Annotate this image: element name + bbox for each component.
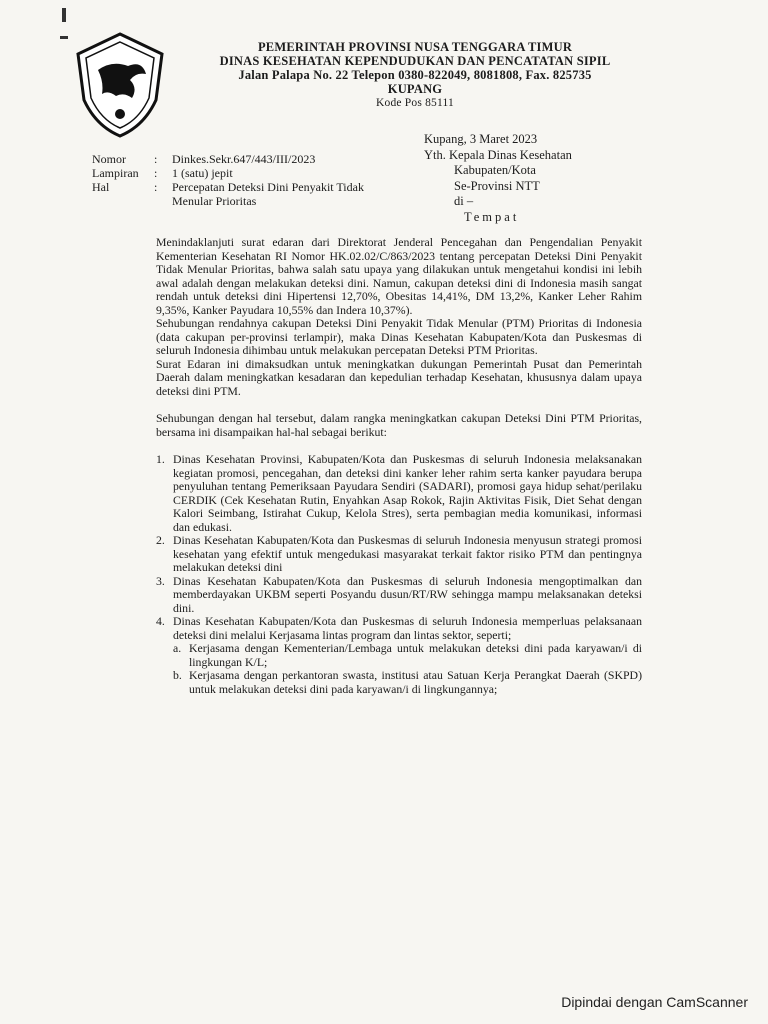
- meta-row-subject: [92, 180, 422, 208]
- list-item: 3. Dinas Kesehatan Kabupaten/Kota dan Puskesmas di seluruh Indonesia mengoptimalkan dan memberdayakan UKBM seperti Posyandu dusun/RT/RW sehingga mampu melaksanakan deteksi dini.: [156, 573, 642, 615]
- recipient-line: di –: [454, 194, 474, 208]
- recipient-place: Tempat: [464, 209, 520, 224]
- meta-label: Hal: [92, 180, 110, 194]
- recipient-block: [424, 132, 572, 225]
- list-item: 2. Dinas Kesehatan Kabupaten/Kota dan Puskesmas di seluruh Indonesia menyusun strategi promosi kesehatan yang efektif untuk mengedukasi masyarakat terkait faktor risiko PTM dan pentingnya melakukan deteksi dini: [156, 533, 642, 574]
- body-paragraph: Menindaklanjuti surat edaran dari Direktorat Jenderal Pencegahan dan Pengendalian Penyakit Kementerian Kesehatan RI Nomor HK.02.02/C/863/2023 tentang percepatan Deteksi Dini Penyakit Tidak Menular Prioritas, bahwa salah satu upaya yang dilakukan untuk mengetahui kondisi ini lebih awal adalah dengan melakukan deteksi dini. Namun, cakupan deteksi dini di Indonesia masih sangat rendah untuk deteksi dini Hipertensi 12,70%, Obesitas 14,41%, DM 13,2%, Kanker Leher Rahim 9,35%, Kanker Payudara 10,55% dan Indera 10,37%).: [156, 235, 642, 317]
- meta-value: 1 (satu) jepit: [172, 166, 233, 180]
- letterhead-city: KUPANG: [387, 82, 443, 96]
- recipient-title: Yth. Kepala Dinas Kesehatan: [424, 147, 572, 162]
- letter-date: Kupang, 3 Maret 2023: [424, 132, 538, 146]
- letterhead: [180, 40, 650, 110]
- scan-mark: [60, 36, 68, 39]
- recipient-line: Kabupaten/Kota: [454, 163, 536, 177]
- body-paragraph: Sehubungan dengan hal tersebut, dalam rangka meningkatkan cakupan Deteksi Dini PTM Prioritas, bersama ini disampaikan hal-hal sebagai berikut:: [156, 411, 642, 439]
- meta-label: Lampiran: [92, 166, 139, 180]
- letter-body: [156, 236, 642, 696]
- meta-value: Dinkes.Sekr.647/443/III/2023: [172, 152, 316, 166]
- instruction-list: [156, 453, 642, 696]
- body-paragraph: Surat Edaran ini dimaksudkan untuk meningkatkan dukungan Pemerintah Pusat dan Pemerintah Daerah dalam meningkatkan kesadaran dan kepedulian terhadap Kesehatan, khususnya dalam upaya deteksi dini PTM.: [156, 356, 642, 398]
- recipient-line: Se-Provinsi NTT: [454, 178, 540, 193]
- provincial-emblem: [72, 30, 168, 140]
- letter-meta: [92, 152, 422, 208]
- meta-separator: :: [154, 152, 158, 166]
- sub-list-item: a. Kerjasama dengan Kementerian/Lembaga untuk melakukan deteksi dini pada karyawan/i di lingkungan K/L;: [173, 641, 642, 669]
- meta-row-attachment: [92, 166, 422, 180]
- letterhead-government: PEMERINTAH PROVINSI NUSA TENGGARA TIMUR: [257, 40, 573, 54]
- meta-label: Nomor: [92, 152, 126, 166]
- sub-list: [173, 642, 642, 696]
- list-item: 4. Dinas Kesehatan Kabupaten/Kota dan Puskesmas di seluruh Indonesia memperluas pelaksanaan deteksi dini melalui Kerjasama lintas program dan lintas sektor, seperti; a. Kerjasama dengan Kementerian/Lembaga untuk melakukan deteksi dini pada karyawan/i di lingkungan K/L; b. Kerjasama dengan perkantoran swasta, institusi atau Satuan Kerja Perangkat Daerah (SKPD) untuk melakukan deteksi dini pada karyawan/i di lingkungannya;: [156, 614, 642, 696]
- meta-value: Percepatan Deteksi Dini Penyakit Tidak Menular Prioritas: [172, 180, 364, 208]
- meta-separator: :: [154, 180, 158, 194]
- letterhead-agency: DINAS KESEHATAN KEPENDUDUKAN DAN PENCATATAN SIPIL: [219, 54, 611, 68]
- camscanner-watermark: Dipindai dengan CamScanner: [561, 994, 748, 1010]
- body-paragraph: Sehubungan rendahnya cakupan Deteksi Dini Penyakit Tidak Menular (PTM) Prioritas di Indonesia (data cakupan per-provinsi terlampir), maka Dinas Kesehatan Kabupaten/Kota dan Puskesmas di seluruh Indonesia dihimbau untuk melakukan percepatan Deteksi PTM Prioritas.: [156, 316, 642, 357]
- sub-list-item: b. Kerjasama dengan perkantoran swasta, institusi atau Satuan Kerja Perangkat Daerah (SKPD) untuk melakukan deteksi dini pada karyawan/i di lingkungannya;: [173, 668, 642, 696]
- scan-mark: [62, 8, 66, 22]
- list-item: 1. Dinas Kesehatan Provinsi, Kabupaten/Kota dan Puskesmas di seluruh Indonesia melaksanakan kegiatan promosi, pencegahan, dan deteksi dini kanker leher rahim serta kanker payudara berupa penyuluhan tentang Pemeriksaan Payudara Sendiri (SADARI), promosi gaya hidup sehat/perilaku CERDIK (Cek Kesehatan Rutin, Enyahkan Asap Rokok, Rajin Aktivitas Fisik, Diet Sehat dengan Kalori Seimbang, Istirahat Cukup, Kelola Stres), serta pembagian media komunikasi, informasi dan edukasi.: [156, 452, 642, 534]
- letterhead-postcode: Kode Pos 85111: [376, 97, 454, 109]
- meta-row-number: [92, 152, 422, 166]
- letterhead-address: Jalan Palapa No. 22 Telepon 0380-822049, 8081808, Fax. 825735: [238, 68, 592, 82]
- meta-separator: :: [154, 166, 158, 180]
